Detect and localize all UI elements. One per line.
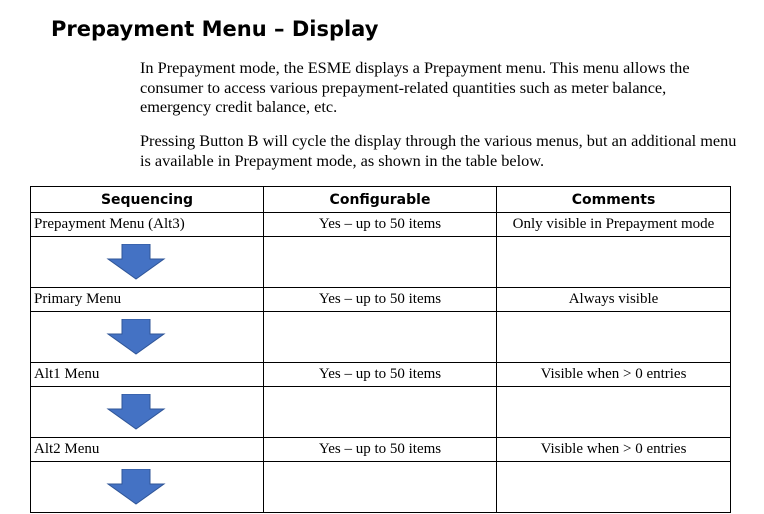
down-arrow-icon	[106, 394, 166, 430]
arrow-cell	[31, 387, 264, 438]
arrow-row	[31, 462, 731, 513]
intro-paragraph: In Prepayment mode, the ESME displays a Prepayment menu. This menu allows the consumer to access various prepayment-related quantities such as meter balance, emergency credit balance, etc.	[140, 58, 690, 116]
cell-configurable: Yes – up to 50 items	[264, 363, 497, 387]
button-b-paragraph: Pressing Button B will cycle the display through the various menus, but an additional menu is available in Prepayment mode, as shown in the table below.	[140, 131, 737, 170]
arrow-row	[31, 237, 731, 288]
cell-sequencing: Alt2 Menu	[31, 438, 264, 462]
arrow-cell	[31, 312, 264, 363]
arrow-cell	[31, 462, 264, 513]
cell-configurable: Yes – up to 50 items	[264, 213, 497, 237]
page-heading: Prepayment Menu – Display	[51, 17, 379, 41]
arrow-row	[31, 387, 731, 438]
empty-cell	[497, 312, 731, 363]
cell-comments: Visible when > 0 entries	[497, 363, 731, 387]
arrow-row	[31, 312, 731, 363]
empty-cell	[497, 387, 731, 438]
down-arrow-icon	[106, 319, 166, 355]
cell-sequencing: Prepayment Menu (Alt3)	[31, 213, 264, 237]
cell-comments: Visible when > 0 entries	[497, 438, 731, 462]
cell-configurable: Yes – up to 50 items	[264, 438, 497, 462]
table-row	[31, 363, 731, 387]
empty-cell	[264, 237, 497, 288]
empty-cell	[497, 462, 731, 513]
menu-sequencing-table	[30, 186, 731, 513]
arrow-cell	[31, 237, 264, 288]
cell-sequencing: Alt1 Menu	[31, 363, 264, 387]
cell-comments: Always visible	[497, 288, 731, 312]
cell-configurable: Yes – up to 50 items	[264, 288, 497, 312]
cell-comments: Only visible in Prepayment mode	[497, 213, 731, 237]
empty-cell	[264, 387, 497, 438]
empty-cell	[497, 237, 731, 288]
header-sequencing: Sequencing	[31, 187, 264, 213]
empty-cell	[264, 312, 497, 363]
header-configurable: Configurable	[264, 187, 497, 213]
cell-sequencing: Primary Menu	[31, 288, 264, 312]
empty-cell	[264, 462, 497, 513]
table-row	[31, 213, 731, 237]
header-comments: Comments	[497, 187, 731, 213]
table-header-row	[31, 187, 731, 213]
table-row	[31, 288, 731, 312]
down-arrow-icon	[106, 244, 166, 280]
down-arrow-icon	[106, 469, 166, 505]
table-row	[31, 438, 731, 462]
